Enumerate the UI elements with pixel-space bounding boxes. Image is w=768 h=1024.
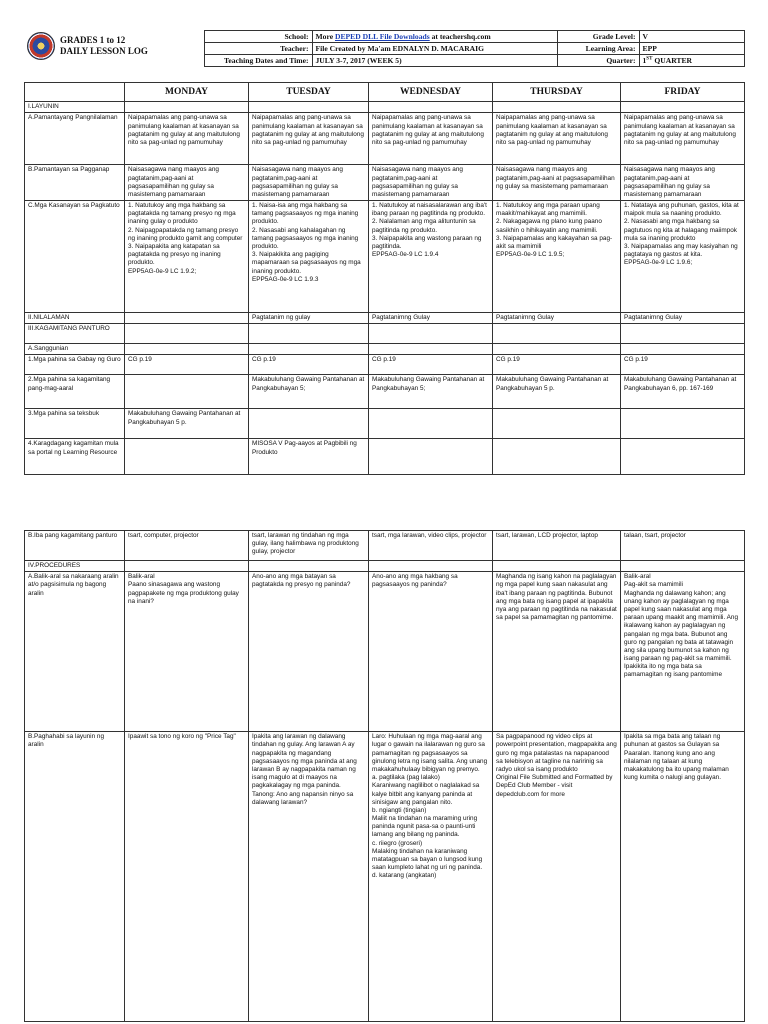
table-row [25,355,745,375]
table-cell: CG p.19 [369,355,493,375]
table-cell: Naipapamalas ang pang-unawa sa panimulang kaalaman at kasanayan sa pagtatanim ng gulay at ang maitutulong nito sa pag-unlad ng pamumuhay [249,113,369,165]
table-cell [493,324,621,344]
day-header-thursday: THURSDAY [493,83,621,102]
deped-dll-link[interactable]: DEPED DLL File Downloads [334,32,430,41]
row-label: C.Mga Kasanayan sa Pagkatuto [25,201,125,313]
table-cell [621,561,745,572]
table-row [25,113,745,165]
day-header-monday: MONDAY [125,83,249,102]
table-row [25,324,745,344]
table-cell: Sa pagpapanood ng video clips at powerpoint presentation, magpapakita ang guro ng mga patalastas na napapanood sa telebisyon at tagline na naririnig sa radyo ukol sa isang produkto Original File Submitted and Formatted by DepEd Club Member - visit depedclub.com for more [493,732,621,1022]
table-cell: tsart, larawan ng tindahan ng mga gulay, ilang halimbawa ng produktong gulay, projector [249,531,369,561]
table-cell: Naisasagawa nang maayos ang pagtatanim,pag-aani at pagsasapamilihan ng gulay sa masistemang pamamaraan [621,165,745,201]
table-cell: Naipapamalas ang pang-unawa sa panimulang kaalaman at kasanayan sa pagtatanim ng gulay at ang maitutulong nito sa pag-unlad ng pamumuhay [125,113,249,165]
table-cell: Ano-ano ang mga batayan sa pagtatakda ng presyo ng paninda? [249,572,369,732]
table-cell: 1. Natataya ang puhunan, gastos, kita at maipok mula sa naaning produkto. 2. Nasasabi ang mga hakbang sa pagtutuos ng kita at halagang maiimpok mula sa inaning produkto 3. Naipapamalas ang may kasiyahan ng pagtataya ng gastos at kita. EPP5AG-0e-9 LC 1.9.6; [621,201,745,313]
row-label: 2.Mga pahina sa kagamitang pang-mag-aaral [25,375,125,409]
table-row [25,732,745,1022]
table-cell: tsart, larawan, LCD projector, laptop [493,531,621,561]
table-cell: Ipakita ang larawan ng dalawang tindahan ng gulay. Ang larawan A ay nagpapakita ng magandang pagsasaayos ng mga paninda at ang larawan B ay nagpapakita naman ng isang magulo at di maayos na pagkakalagay ng mga paninda. Tanong: Ano ang napansin ninyo sa dalawang larawan? [249,732,369,1022]
table-cell [369,102,493,113]
table-cell [125,439,249,475]
form-title-line2: DAILY LESSON LOG [60,45,148,56]
day-header-row [25,83,745,102]
table-row [25,375,745,409]
table-cell: Pagtatanimng Gulay [621,313,745,324]
learning-area-label: Learning Area: [557,43,639,55]
table-cell: Makabuluhang Gawaing Pantahanan at Pangkabuhayan 5; [369,375,493,409]
table-cell [125,324,249,344]
table-row [25,439,745,475]
table-row [25,409,745,439]
table-cell: Pagtatanimng Gulay [493,313,621,324]
table-cell: CG p.19 [493,355,621,375]
table-cell: talaan, tsart, projector [621,531,745,561]
table-cell [621,102,745,113]
table-cell [493,344,621,355]
header-section [24,30,744,67]
table-cell [493,102,621,113]
table-cell: tsart, mga larawan, video clips, projector [369,531,493,561]
teaching-dates-value: JULY 3-7, 2017 (WEEK 5) [312,55,557,67]
table-cell: Pagtatanimng Gulay [369,313,493,324]
quarter-label: Quarter: [557,55,639,67]
table-cell [621,344,745,355]
table-cell [249,344,369,355]
school-value: More DEPED DLL File Downloads at teachershq.com [312,31,557,43]
table-cell: Balik-aral Paano sinasagawa ang wastong pagpapakete ng mga produktong gulay na inani? [125,572,249,732]
table-cell: Pagtatanim ng gulay [249,313,369,324]
table-cell: Makabuluhang Gawaing Pantahanan at Pangkabuhayan 6, pp. 167-169 [621,375,745,409]
table-cell [125,313,249,324]
grade-level-label: Grade Level: [557,31,639,43]
row-label: B.Pamantayan sa Pagganap [25,165,125,201]
deped-seal-icon [27,32,55,60]
teacher-value: File Created by Ma'am EDNALYN D. MACARAIG [312,43,557,55]
table-cell: Naisasagawa nang maayos ang pagtatanim,pag-aani at pagsasapamilihan ng gulay sa masistemang pamamaraan [249,165,369,201]
day-header-friday: FRIDAY [621,83,745,102]
table-cell: tsart, computer, projector [125,531,249,561]
grade-level-value: V [639,31,744,43]
row-label: 3.Mga pahina sa teksbuk [25,409,125,439]
table-row [25,344,745,355]
row-label: II.NILALAMAN [25,313,125,324]
table-cell: Ano-ano ang mga hakbang sa pagsasaayos ng paninda? [369,572,493,732]
table-cell [125,102,249,113]
row-label: A.Pamantayang Pangnilalaman [25,113,125,165]
table-cell: 1. Natutukoy at naisasalarawan ang iba't ibang paraan ng pagtitinda ng produkto. 2. Nalalaman ang mga alituntunin sa pagtitinda ng produkto. 3. Naipapakita ang wastong paraan ng pagtitinda. EPP5AG-0e-9 LC 1.9.4 [369,201,493,313]
form-title-line1: GRADES 1 to 12 [60,35,126,46]
table-cell: Makabuluhang Gawaing Pantahanan at Pangkabuhayan 5; [249,375,369,409]
table-cell: CG p.19 [621,355,745,375]
table-cell [621,409,745,439]
table-cell [369,324,493,344]
teaching-dates-label: Teaching Dates and Time: [204,55,312,67]
teacher-label: Teacher: [204,43,312,55]
table-cell [249,561,369,572]
table-cell: MISOSA V Pag-aayos at Pagbibili ng Produkto [249,439,369,475]
table-cell [249,324,369,344]
table-cell: Maghanda ng isang kahon na paglalagyan ng mga papel kung saan nakasulat ang iba't ibang paraan ng pagtitinda. Bubunot ang mga bata ng isang papel at ipapakita nya ang paraan ng pagtitinda na nakasulat sa papel sa pamamagitan ng pantomime. [493,572,621,732]
table-cell [369,409,493,439]
table-row [25,313,745,324]
table-cell [621,439,745,475]
day-header-tuesday: TUESDAY [249,83,369,102]
table-cell [369,344,493,355]
table-cell [125,375,249,409]
row-label: A.Balik-aral sa nakaraang aralin at/o pagsisimula ng bagong aralin [25,572,125,732]
table-cell: Ipakita sa mga bata ang talaan ng puhunan at gastos sa Gulayan sa Paaralan. Itanong kung ano ang nilalaman ng talaan at kung makakatulong ba ito upang malaman kung kumita o nalugi ang gulayan. [621,732,745,1022]
row-label: 4.Karagdagang kagamitan mula sa portal ng Learning Resource [25,439,125,475]
day-header-wednesday: WEDNESDAY [369,83,493,102]
row-label: I.LAYUNIN [25,102,125,113]
table-cell: CG p.19 [125,355,249,375]
table-row [25,572,745,732]
row-label: IV.PROCEDURES [25,561,125,572]
lesson-table-part2 [24,530,744,1022]
table-cell: Naipapamalas ang pang-unawa sa panimulang kaalaman at kasanayan sa pagtatanim ng gulay at ang maitutulong nito sa pag-unlad ng pamumuhay [369,113,493,165]
table-cell: Naisasagawa nang maayos ang pagtatanim,pag-aani at pagsasapamilihan ng gulay sa masistemang pamamaraan [125,165,249,201]
table-cell: Laro: Huhulaan ng mga mag-aaral ang lugar o gawain na ilalarawan ng guro sa pamamagitan ng pagsasaayos sa ginulong letra ng isang salita. Ang unang makakahuhulaay bibigyan ng premyo. a. pagtilaka (pag lalako) Karaniwang naglilibot o naglalakad sa kalye bitbit ang kanyang paninda at sinisigaw ang pangalan nito. b. ngiangti (tingian) Maliit na tindahan na maraming uring paninda ngunit pasa-sa o paunti-unti lamang ang bilang ng paninda. c. riiegro (groseri) Malaking tindahan na karaniwang matatagpuan sa bayan o lungsod kung saan kumpleto lahat ng uri ng paninda. d. katarang (angkatan) [369,732,493,1022]
table-row [25,561,745,572]
learning-area-value: EPP [639,43,744,55]
header-logo-block [24,31,204,67]
table-cell [369,439,493,475]
table-cell: 1. Natutukoy ang mga paraan upang maakit/mahikayat ang mamimili. 2. Nakagagawa ng plano kung paano sasikhin o hihikayatin ang mamimili. 3. Naipapamalas ang kakayahan sa pag-akit sa mamimili EPP5AG-0e-9 LC 1.9.5; [493,201,621,313]
table-cell [249,409,369,439]
table-row [25,531,745,561]
table-cell: Makabuluhang Gawaing Pantahanan at Pangkabuhayan 5 p. [125,409,249,439]
table-cell: Naisasagawa nang maayos ang pagtatanim,pag-aani at pagsasapamilihan ng gulay sa masistemang pamamaraan [369,165,493,201]
row-label: 1.Mga pahina sa Gabay ng Guro [25,355,125,375]
school-label: School: [204,31,312,43]
table-cell: Ipaawit sa tono ng koro ng "Price Tag" [125,732,249,1022]
table-cell: Balik-aral Pag-akit sa mamimili Maghanda ng dalawang kahon; ang unang kahon ay paglalagyan ng mga papel kung saan nakasulat ang mga paraan upang maakit ang mamimili. Ang ikalawang kahon ay paglalagyan ng pangalan ng mga bata. Bubunot ang guro ng pangalan ng bata at tatawagin ang sila upang bumunot sa kahon ng isang paraan ng pag-akit sa mamimili. Ipakikita ito ng mga bata sa pamamagitan ng isang pantomime [621,572,745,732]
table-cell [125,561,249,572]
table-row [25,102,745,113]
row-label: B.Paghahabi sa layunin ng aralin [25,732,125,1022]
table-cell [493,409,621,439]
table-cell: 1. Natutukoy ang mga hakbang sa pagtatakda ng tamang presyo ng mga inaning gulay o produkto 2. Naipagpapatakda ng tamang presyo ng inaning produkto gamit ang computer 3. Naipapakita ang katapatan sa pagtatakda ng presyo ng inaning produkto. EPP5AG-0e-9 LC 1.9.2; [125,201,249,313]
table-row [25,201,745,313]
day-header-blank [25,83,125,102]
table-cell [369,561,493,572]
table-cell: Naipapamalas ang pang-unawa sa panimulang kaalaman at kasanayan sa pagtatanim ng gulay at ang maitutulong nito sa pag-unlad ng pamumuhay [621,113,745,165]
table-cell: CG p.19 [249,355,369,375]
table-cell: 1. Naisa-isa ang mga hakbang sa tamang pagsasaayos ng mga inaning produkto. 2. Nasasabi ang kahalagahan ng tamang pagsasaayos ng mga inaning produkto. 3. Naipakikita ang pagiging mapamaraan sa pagsasaayos ng mga inaning produkto. EPP5AG-0e-9 LC 1.9.3 [249,201,369,313]
row-label: A.Sanggunian [25,344,125,355]
table-cell: Naipapamalas ang pang-unawa sa panimulang kaalaman at kasanayan sa pagtatanim ng gulay at ang maitutulong nito sa pag-unlad ng pamumuhay [493,113,621,165]
quarter-value: 1ST QUARTER [639,55,744,67]
table-cell: Naisasagawa nang maayos ang pagtatanim,pag-aani at pagsasapamilihan ng gulay sa masistemang pamamaraan [493,165,621,201]
row-label: III.KAGAMITANG PANTURO [25,324,125,344]
table-cell: Makabuluhang Gawaing Pantahanan at Pangkabuhayan 5 p. [493,375,621,409]
row-label: B.Iba pang kagamitang panturo [25,531,125,561]
table-cell [493,561,621,572]
table-cell [621,324,745,344]
table-cell [249,102,369,113]
table-cell [125,344,249,355]
lesson-table-part1 [24,82,744,475]
table-cell [493,439,621,475]
table-row [25,165,745,201]
